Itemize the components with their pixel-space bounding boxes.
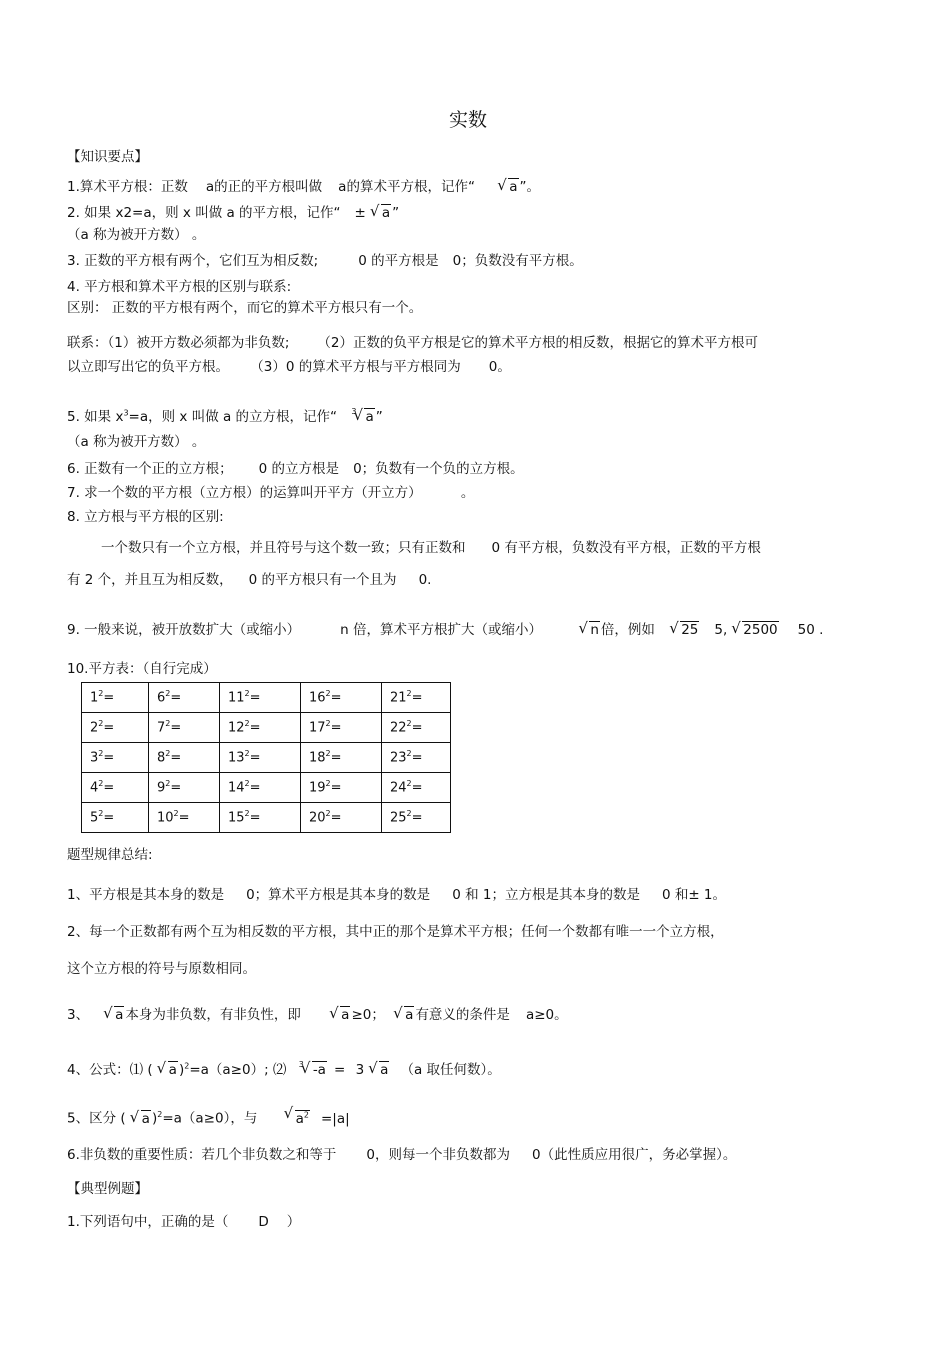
- cell-base: 5: [90, 810, 99, 826]
- cell-base: 20: [309, 810, 326, 826]
- cbrt-symbol: √ a: [353, 408, 374, 426]
- table-row: [82, 743, 451, 773]
- cell-base: 18: [309, 750, 326, 766]
- rule-1: 1、平方根是其本身的数是 0；算术平方根是其本身的数是 0 和 1；立方根是其本身的数是 0 和± 1。: [67, 887, 727, 903]
- page-title: 实数: [448, 109, 487, 131]
- cell-base: 25: [390, 810, 407, 826]
- cell-base: 24: [390, 780, 407, 796]
- point-8: 8. 立方根与平方根的区别:: [67, 509, 224, 525]
- cell-equals: =: [103, 780, 115, 796]
- cell-equals: =: [103, 810, 115, 826]
- cell-equals: =: [103, 750, 115, 766]
- rule-4: 4、公式：⑴ (√ a )$^2$=a（a≥0）; ⑵ $^3$√ -a = 3√ a （a 取任何数）。: [67, 1056, 501, 1079]
- square-cell: [382, 743, 451, 773]
- point-1: 1.算术平方根：正数 a的正的平方根叫做 a的算术平方根，记作“ √ a ”。: [67, 178, 540, 196]
- rule-6: 6.非负数的重要性质：若几个非负数之和等于 0，则每一个非负数都为 0（此性质应用很广，务必掌握）。: [67, 1147, 737, 1163]
- square-cell: [82, 713, 149, 743]
- square-cell: [220, 773, 301, 803]
- square-cell: [382, 683, 451, 713]
- point-2-note: （a 称为被开方数） 。: [67, 227, 206, 243]
- cell-base: 9: [157, 780, 166, 796]
- cell-base: 4: [90, 780, 99, 796]
- square-cell: [82, 773, 149, 803]
- section-heading-examples: 【典型例题】: [67, 1181, 148, 1197]
- cell-base: 17: [309, 720, 326, 736]
- cell-exponent: 2: [98, 719, 104, 729]
- cell-exponent: 2: [98, 689, 104, 699]
- rules-heading: 题型规律总结:: [67, 847, 153, 863]
- cell-exponent: 2: [406, 809, 412, 819]
- sqrt-symbol: √ a: [103, 1006, 124, 1024]
- square-cell: [301, 773, 382, 803]
- cell-equals: =: [103, 720, 115, 736]
- table-row: [82, 803, 451, 833]
- cell-equals: =: [170, 780, 182, 796]
- point-2: 2. 如果 x2=a，则 x 叫做 a 的平方根，记作“ ±√ a ”: [67, 204, 399, 222]
- cell-exponent: 2: [406, 689, 412, 699]
- sqrt-symbol: √ a: [130, 1110, 151, 1128]
- cell-exponent: 2: [325, 779, 331, 789]
- sqrt-symbol: √ a: [497, 178, 518, 196]
- square-table-body: [82, 683, 451, 833]
- cell-exponent: 2: [325, 689, 331, 699]
- square-cell: [382, 803, 451, 833]
- cell-equals: =: [170, 720, 182, 736]
- cell-equals: =: [411, 750, 423, 766]
- cell-base: 7: [157, 720, 166, 736]
- point-4: 4. 平方根和算术平方根的区别与联系:: [67, 279, 292, 295]
- square-cell: [301, 803, 382, 833]
- square-cell: [82, 743, 149, 773]
- cell-base: 16: [309, 690, 326, 706]
- cell-exponent: 2: [165, 689, 171, 699]
- table-row: [82, 773, 451, 803]
- square-cell: [149, 743, 220, 773]
- table-row: [82, 683, 451, 713]
- cell-exponent: 2: [406, 779, 412, 789]
- square-cell: [220, 743, 301, 773]
- example-1: 1.下列语句中，正确的是（ D ）: [67, 1214, 301, 1230]
- point-10: 10.平方表：（自行完成）: [67, 661, 217, 677]
- cell-exponent: 2: [406, 719, 412, 729]
- point-7: 7. 求一个数的平方根（立方根）的运算叫开平方（开立方） 。: [67, 485, 475, 501]
- square-table: [81, 682, 451, 833]
- cell-equals: =: [249, 690, 261, 706]
- cell-exponent: 2: [244, 719, 250, 729]
- square-cell: [149, 803, 220, 833]
- cell-base: 3: [90, 750, 99, 766]
- square-cell: [82, 683, 149, 713]
- square-cell: [301, 683, 382, 713]
- cell-exponent: 2: [173, 809, 179, 819]
- cell-equals: =: [411, 810, 423, 826]
- sqrt-symbol: √ a: [370, 204, 391, 222]
- cell-equals: =: [103, 690, 115, 706]
- square-cell: [220, 803, 301, 833]
- cell-exponent: 2: [98, 779, 104, 789]
- cell-base: 12: [228, 720, 245, 736]
- cell-equals: =: [330, 750, 342, 766]
- square-cell: [220, 713, 301, 743]
- sqrt-symbol: √ $a^2$: [284, 1106, 310, 1128]
- cell-exponent: 2: [406, 749, 412, 759]
- square-cell: [149, 683, 220, 713]
- cell-base: 10: [157, 810, 174, 826]
- square-cell: [220, 683, 301, 713]
- cell-equals: =: [178, 810, 190, 826]
- sqrt-symbol: √ n: [578, 621, 600, 639]
- cell-base: 23: [390, 750, 407, 766]
- cell-exponent: 2: [325, 749, 331, 759]
- cbrt-symbol: √ -a: [301, 1061, 327, 1079]
- point-9: 9. 一般来说，被开放数扩大（或缩小） n 倍，算术平方根扩大（或缩小） √ n 倍，例如 √ 25 5,√ 2500 50 .: [67, 621, 823, 639]
- cell-equals: =: [411, 720, 423, 736]
- cell-exponent: 2: [325, 719, 331, 729]
- point-5-note: （a 称为被开方数） 。: [67, 434, 206, 450]
- square-cell: [382, 773, 451, 803]
- point-4-relation-cont: 以立即写出它的负平方根。 （3）0 的算术平方根与平方根同为 0。: [67, 359, 511, 375]
- cell-base: 6: [157, 690, 166, 706]
- square-cell: [382, 713, 451, 743]
- point-6: 6. 正数有一个正的立方根； 0 的立方根是 0；负数有一个负的立方根。: [67, 461, 524, 477]
- cell-exponent: 2: [244, 809, 250, 819]
- cell-base: 11: [228, 690, 245, 706]
- square-cell: [301, 743, 382, 773]
- cell-equals: =: [249, 750, 261, 766]
- cell-base: 21: [390, 690, 407, 706]
- rule-2: 2、每一个正数都有两个互为相反数的平方根，其中正的那个是算术平方根；任何一个数都有唯一一个立方根，: [67, 924, 724, 940]
- point-8-line-1: 一个数只有一个立方根，并且符号与这个数一致；只有正数和 0 有平方根，负数没有平方根，正数的平方根: [101, 540, 761, 556]
- cell-exponent: 2: [165, 749, 171, 759]
- cell-exponent: 2: [325, 809, 331, 819]
- square-cell: [149, 773, 220, 803]
- rule-2-cont: 这个立方根的符号与原数相同。: [67, 961, 256, 977]
- cell-base: 13: [228, 750, 245, 766]
- cbrt-symbol: √ a: [368, 1061, 389, 1079]
- point-3: 3. 正数的平方根有两个，它们互为相反数; 0 的平方根是 0；负数没有平方根。: [67, 253, 583, 269]
- cell-equals: =: [170, 750, 182, 766]
- sqrt-symbol: √ 25: [669, 621, 699, 639]
- cell-equals: =: [411, 780, 423, 796]
- cell-equals: =: [170, 690, 182, 706]
- table-row: [82, 713, 451, 743]
- cell-exponent: 2: [244, 689, 250, 699]
- square-cell: [149, 713, 220, 743]
- rule-5: 5、区分 (√ a )$^2$=a（a≥0），与 √ $a^2 =|a|$: [67, 1106, 350, 1128]
- cell-exponent: 2: [98, 809, 104, 819]
- sqrt-symbol: √ a: [157, 1061, 178, 1079]
- point-8-line-2: 有 2 个，并且互为相反数， 0 的平方根只有一个且为 0.: [67, 572, 432, 588]
- point-4-difference: 区别： 正数的平方根有两个，而它的算术平方根只有一个。: [67, 300, 423, 316]
- cell-exponent: 2: [165, 719, 171, 729]
- cell-equals: =: [249, 780, 261, 796]
- sqrt-symbol: √ a: [329, 1006, 350, 1024]
- cell-base: 8: [157, 750, 166, 766]
- point-4-relation: 联系：（1）被开方数必须都为非负数; （2）正数的负平方根是它的算术平方根的相反数，根据它的算术平方根可: [67, 335, 758, 351]
- point-5: 5. 如果 $x^3=a$，则 x 叫做 a 的立方根，记作“ $^3$√ a ”: [67, 403, 383, 426]
- cell-equals: =: [249, 720, 261, 736]
- square-cell: [82, 803, 149, 833]
- cell-base: 19: [309, 780, 326, 796]
- cell-equals: =: [411, 690, 423, 706]
- cell-base: 22: [390, 720, 407, 736]
- cell-base: 1: [90, 690, 99, 706]
- cell-exponent: 2: [244, 749, 250, 759]
- sqrt-symbol: √ a: [393, 1006, 414, 1024]
- square-cell: [301, 713, 382, 743]
- cell-equals: =: [330, 810, 342, 826]
- cell-base: 14: [228, 780, 245, 796]
- cell-exponent: 2: [165, 779, 171, 789]
- sqrt-symbol: √ 2500: [731, 621, 778, 639]
- cell-equals: =: [330, 690, 342, 706]
- cell-exponent: 2: [244, 779, 250, 789]
- cell-equals: =: [330, 780, 342, 796]
- cell-base: 2: [90, 720, 99, 736]
- cell-equals: =: [330, 720, 342, 736]
- cell-base: 15: [228, 810, 245, 826]
- rule-3: 3、√ a 本身为非负数，有非负性，即 √ a ≥0； √ a 有意义的条件是 a≥0。: [67, 1006, 568, 1024]
- section-heading-points: 【知识要点】: [67, 149, 148, 165]
- cell-exponent: 2: [98, 749, 104, 759]
- cell-equals: =: [249, 810, 261, 826]
